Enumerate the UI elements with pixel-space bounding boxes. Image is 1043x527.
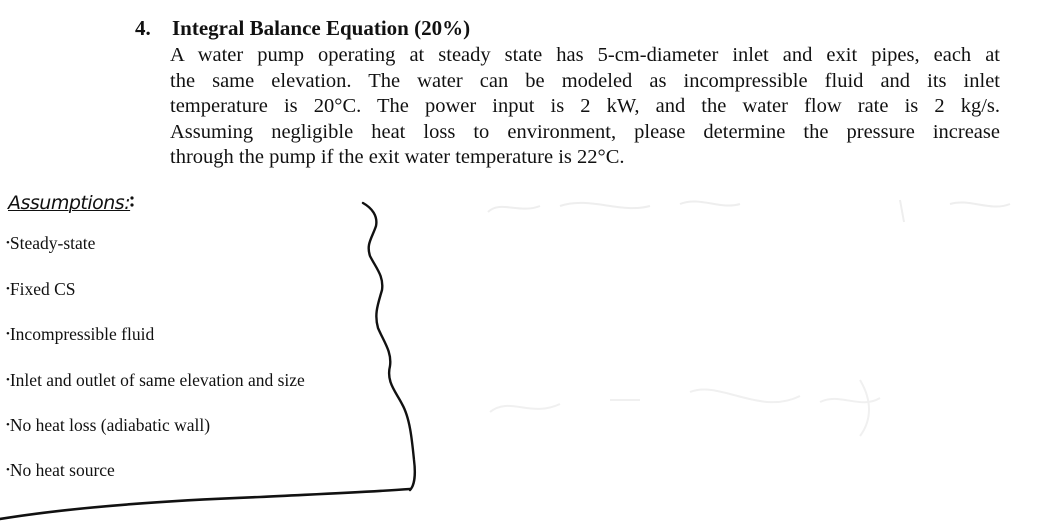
problem-statement	[170, 43, 1000, 171]
bullet-icon: •	[6, 328, 10, 340]
assumption-item	[6, 415, 210, 436]
problem-number: 4.	[135, 16, 151, 40]
assumption-text: Steady-state	[9, 233, 96, 253]
problem-line: the same elevation. The water can be modeled as incompressible fluid and its inlet	[170, 69, 1000, 92]
assumption-text: No heat loss (adiabatic wall)	[9, 415, 211, 435]
assumption-item	[6, 279, 76, 300]
bullet-icon: •	[6, 464, 10, 476]
problem-title: Integral Balance Equation (20%)	[172, 16, 471, 40]
assumption-item	[6, 233, 95, 254]
problem-line: A water pump operating at steady state has 5-cm-diameter inlet and exit pipes, each at	[170, 44, 1000, 66]
problem-line: temperature is 20°C. The power input is 2 kW, and the water flow rate is 2 kg/s.	[170, 95, 1000, 117]
assumption-item	[6, 324, 154, 345]
assumption-text: No heat source	[9, 460, 115, 480]
brace-stroke	[363, 203, 415, 490]
problem-line: Assuming negligible heat loss to environment, please determine the pressure increase	[170, 120, 1000, 143]
bullet-icon: •	[6, 237, 10, 249]
assumption-text: Inlet and outlet of same elevation and size	[9, 370, 305, 390]
bullet-icon: •	[6, 419, 10, 431]
brace-bottom-stroke	[0, 489, 410, 519]
assumption-item	[6, 460, 115, 481]
assumption-text: Fixed CS	[9, 279, 76, 299]
problem-line: through the pump if the exit water temperature is 22°C.	[170, 146, 625, 168]
bullet-icon: •	[6, 374, 10, 386]
bullet-icon: •	[6, 283, 10, 295]
assumptions-heading: Assumptions:	[8, 192, 131, 214]
assumption-text: Incompressible fluid	[9, 324, 155, 344]
assumption-item	[6, 370, 305, 391]
